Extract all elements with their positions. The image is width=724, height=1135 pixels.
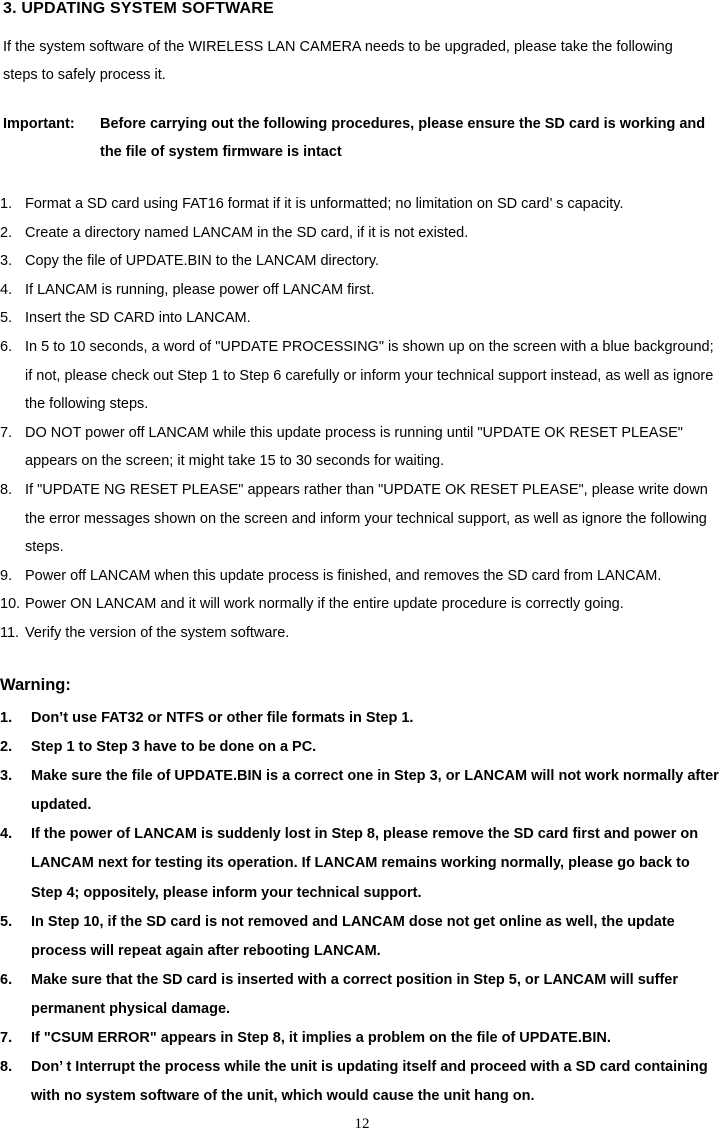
step-text: Format a SD card using FAT16 format if it is unformatted; no limitation on SD card’ s capacity. [25, 196, 624, 212]
step-text: Power off LANCAM when this update process is finished, and removes the SD card from LANCAM. [25, 567, 662, 584]
step-number: 10. [0, 596, 21, 613]
step-item [0, 276, 724, 305]
step-number: 8. [0, 481, 13, 498]
step-item [0, 219, 724, 248]
warning-number: 8. [0, 1059, 13, 1076]
warning-text: Don’ t Interrupt the process while the unit is updating itself and proceed with a SD card containing with no system software of the unit, which would cause the unit hang on. [31, 1059, 708, 1105]
page-number: 12 [354, 1116, 370, 1132]
step-item [0, 190, 724, 219]
update-steps-list [0, 190, 724, 648]
step-number: 4. [0, 281, 13, 298]
step-item [0, 247, 724, 276]
section-heading: 3. UPDATING SYSTEM SOFTWARE [3, 0, 274, 17]
step-text: Copy the file of UPDATE.BIN to the LANCAM directory. [25, 253, 380, 270]
important-label: Important: [3, 116, 75, 132]
warning-item [0, 762, 724, 820]
warning-text: If "CSUM ERROR" appears in Step 8, it implies a problem on the file of UPDATE.BIN. [31, 1030, 611, 1047]
step-number: 1. [0, 196, 13, 212]
step-text: Verify the version of the system software. [25, 624, 290, 641]
warning-item [0, 908, 724, 966]
step-text: If LANCAM is running, please power off LANCAM first. [25, 281, 375, 298]
step-text: DO NOT power off LANCAM while this update process is running until "UPDATE OK RESET PLEASE" appears on the screen; it might take 15 to 30 seconds for waiting. [25, 424, 683, 470]
step-number: 5. [0, 310, 13, 327]
step-text: If "UPDATE NG RESET PLEASE" appears rather than "UPDATE OK RESET PLEASE", please write down the error messages shown on the screen and inform your technical support, as well as ignore the following steps. [25, 481, 708, 556]
step-item [0, 304, 724, 333]
step-number: 9. [0, 567, 13, 584]
step-item [0, 590, 724, 619]
warning-number: 3. [0, 768, 13, 785]
important-text: Before carrying out the following procedures, please ensure the SD card is working and the file of system firmware is intact [100, 116, 706, 160]
warning-number: 4. [0, 826, 13, 843]
step-text: Insert the SD CARD into LANCAM. [25, 310, 251, 327]
warning-item [0, 820, 724, 907]
warning-item [0, 733, 724, 762]
warning-number: 2. [0, 739, 13, 756]
warning-number: 5. [0, 913, 13, 930]
step-item [0, 562, 724, 591]
step-item [0, 419, 724, 476]
warning-text: Step 1 to Step 3 have to be done on a PC. [31, 739, 317, 756]
step-number: 11. [0, 624, 20, 641]
warning-number: 6. [0, 971, 13, 988]
intro-paragraph: If the system software of the WIRELESS LAN CAMERA needs to be upgraded, please take the following steps to safely process it. [3, 39, 673, 83]
step-item [0, 476, 724, 562]
warning-text: Don’t use FAT32 or NTFS or other file formats in Step 1. [31, 710, 414, 726]
warning-number: 1. [0, 710, 13, 726]
step-item [0, 619, 724, 648]
warning-heading: Warning: [0, 676, 71, 694]
step-number: 6. [0, 338, 13, 355]
step-text: Create a directory named LANCAM in the SD card, if it is not existed. [25, 224, 469, 241]
warning-list [0, 704, 724, 1111]
warning-text: If the power of LANCAM is suddenly lost in Step 8, please remove the SD card first and power on LANCAM next for testing its operation. If LANCAM remains working normally, please go back to Step 4; oppositely, please inform your technical support. [31, 826, 699, 901]
warning-item [0, 1053, 724, 1111]
warning-text: In Step 10, if the SD card is not removed and LANCAM dose not get online as well, the update process will repeat again after rebooting LANCAM. [31, 913, 675, 959]
warning-text: Make sure the file of UPDATE.BIN is a correct one in Step 3, or LANCAM will not work normally after updated. [31, 768, 719, 814]
warning-item [0, 966, 724, 1024]
step-item [0, 333, 724, 419]
warning-number: 7. [0, 1030, 13, 1047]
warning-item [0, 704, 724, 733]
step-text: In 5 to 10 seconds, a word of "UPDATE PROCESSING" is shown up on the screen with a blue background; if not, please check out Step 1 to Step 6 carefully or inform your technical support instead, as well as ignore the following steps. [25, 338, 714, 413]
step-text: Power ON LANCAM and it will work normally if the entire update procedure is correctly going. [25, 596, 624, 613]
warning-item [0, 1024, 724, 1053]
step-number: 3. [0, 253, 13, 270]
step-number: 2. [0, 224, 13, 241]
step-number: 7. [0, 424, 13, 441]
warning-text: Make sure that the SD card is inserted with a correct position in Step 5, or LANCAM will suffer permanent physical damage. [31, 971, 678, 1017]
